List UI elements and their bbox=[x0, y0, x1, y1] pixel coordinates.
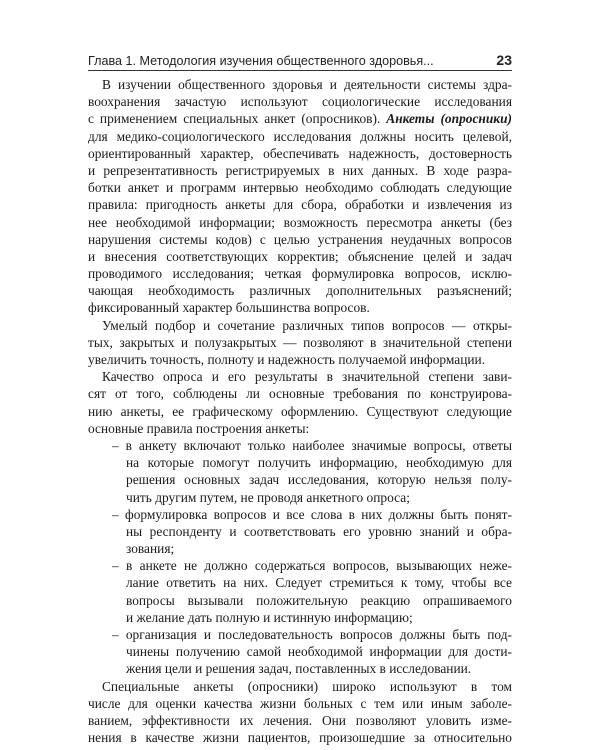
text-line: чить другим путем, не проводя анкетного опроса; bbox=[126, 489, 410, 505]
text-line: – в анкете не должно содержаться вопросов, вызывающих неже- bbox=[112, 558, 512, 574]
text-line: нию анкеты, ее графическому оформлению. Существуют следующие bbox=[88, 403, 512, 419]
text-line: решения основных задач исследования, которую нельзя полу- bbox=[126, 472, 512, 488]
text-line: ванием, эффективности их лечения. Они позволяют уловить изме- bbox=[88, 712, 512, 728]
text-line: нарушения системы кодов) с целью устранения неудачных вопросов bbox=[88, 231, 512, 247]
text-line: Качество опроса и его результаты в значительной степени зави- bbox=[102, 369, 512, 385]
text-line: основные правила построения анкеты: bbox=[88, 420, 310, 436]
text-line: В изучении общественного здоровья и деятельности системы здра- bbox=[102, 77, 512, 92]
body-text bbox=[88, 76, 512, 746]
text-line: нее необходимой информации; возможность пересмотра анкеты (без bbox=[88, 214, 512, 230]
text-line: и желание дать полную и истинную информацию; bbox=[126, 609, 413, 625]
text-line: – организация и последовательность вопросов должны быть под- bbox=[112, 627, 512, 642]
page-number: 23 bbox=[496, 52, 512, 68]
text-line: правила: пригодность анкеты для сбора, обработки и извлечения из bbox=[88, 197, 512, 213]
text-line bbox=[88, 110, 512, 127]
text-line: на которые помогут получить информацию, необходимую для bbox=[126, 455, 512, 471]
text-line: лание ответить на них. Следует стремиться к тому, чтобы все bbox=[126, 575, 512, 591]
text-line: фиксированный характер большинства вопросов. bbox=[88, 300, 370, 316]
text-line: – формулировка вопросов и все слова в них должны быть понят- bbox=[112, 506, 512, 522]
text-line: чающая необходимость различных дополнительных разъяснений; bbox=[88, 283, 512, 299]
running-header bbox=[88, 52, 512, 72]
text-line: воохранения зачастую используют социологические исследования bbox=[88, 94, 512, 110]
text-line: Умелый подбор и сочетание различных типов вопросов — откры- bbox=[102, 317, 512, 333]
text-line: жения цели и решения задач, поставленных в исследовании. bbox=[126, 661, 472, 677]
text-line: и репрезентативность регистрируемых в них данных. В ходе разра- bbox=[88, 162, 512, 178]
text-line: вопросы вызывали положительную реакцию опрашиваемого bbox=[126, 592, 512, 608]
text-line: числе для оценки качества жизни больных с тем или иным заболе- bbox=[88, 695, 512, 711]
text-line: нения в качестве жизни пациентов, произошедшие за относительно bbox=[88, 730, 512, 746]
text-line: увеличить точность, полноту и надежность получаемой информации. bbox=[88, 352, 486, 367]
text-line: для медико-социологического исследования должны носить целевой, bbox=[88, 128, 512, 144]
text-line: Специальные анкеты (опросники) широко используют в том bbox=[102, 678, 512, 694]
text-line: – в анкету включают только наиболее значимые вопросы, ответы bbox=[112, 437, 512, 453]
chapter-title: Глава 1. Методология изучения общественного здоровья... bbox=[88, 54, 434, 68]
text-line: ориентированный характер, обеспечивать надежность, достоверность bbox=[88, 145, 512, 161]
text-line: ны респонденту и соответствовать его уровню знаний и обра- bbox=[126, 523, 512, 539]
term-emphasis: Анкеты (опросники) bbox=[386, 111, 512, 127]
text-line: ботки анкет и программ интервью необходимо соблюдать следующие bbox=[88, 180, 512, 196]
text-line: тых, закрытых и полузакрытых — позволяют в значительной степени bbox=[88, 334, 512, 350]
text-run: с применением специальных анкет (опросников). bbox=[88, 111, 387, 127]
text-line: зования; bbox=[126, 541, 175, 557]
text-line: сят от того, соблюдены ли основные требования по конструирова- bbox=[88, 386, 512, 402]
text-line: и внесения соответствующих корректив; объяснение целей и задач bbox=[88, 248, 512, 264]
text-line: чинены получению самой необходимой информации для дости- bbox=[126, 644, 512, 660]
text-line: проводимого исследования; четкая формулировка вопросов, исклю- bbox=[88, 266, 512, 282]
header-rule bbox=[88, 70, 512, 71]
